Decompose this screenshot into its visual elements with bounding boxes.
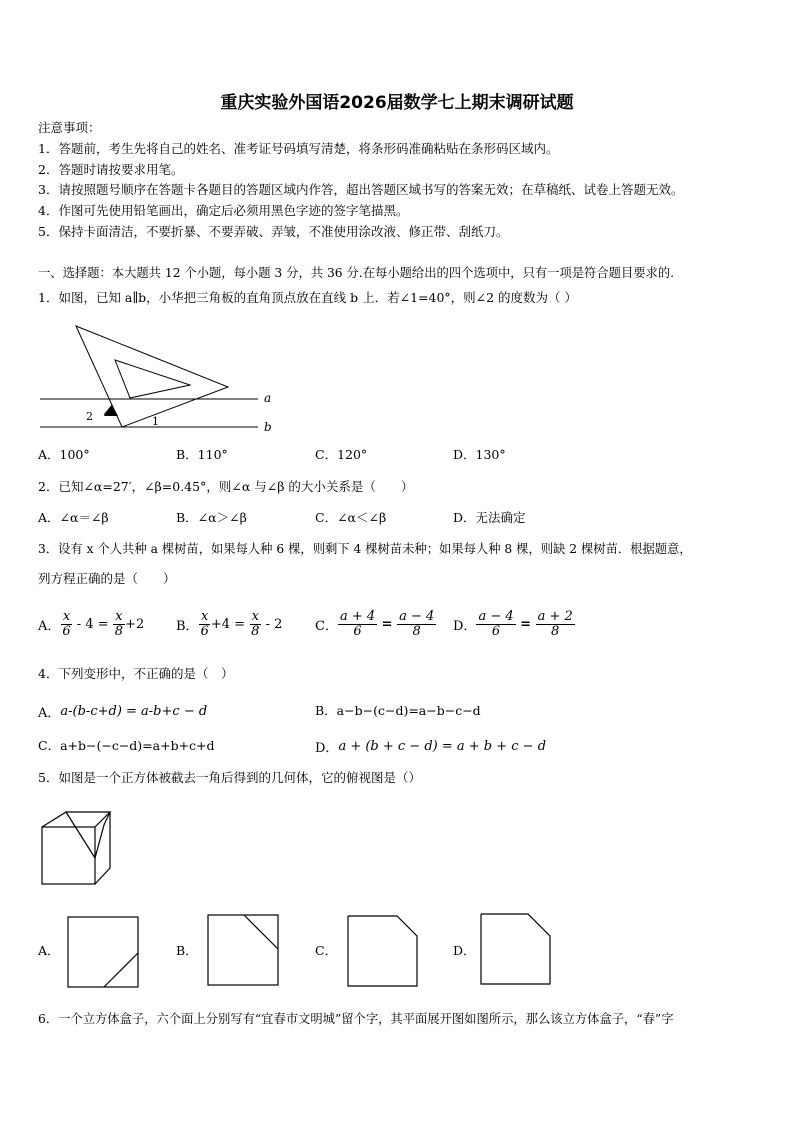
label-angle-2: 2 [86, 410, 93, 423]
fraction: $\frac{x}{8}$ [251, 609, 260, 639]
option-a: A．∠α＝∠β [38, 510, 109, 525]
label-b: b [264, 420, 272, 434]
option-d: D． a + (b + c − d) = a + b + c − d [315, 739, 547, 756]
top-view-c [348, 916, 417, 986]
notice-item: 1．答题前，考生先将自己的姓名、准考证号码填写清楚，将条形码准确粘贴在条形码区域内。 [38, 141, 559, 156]
angle-2-arrow [104, 405, 112, 415]
cut-corner [66, 812, 110, 858]
fraction: $\frac{x}{6}$ [62, 609, 71, 639]
section-heading: 一、选择题：本大题共 12 个小题，每小题 3 分，共 36 分.在每小题给出的四个选项中，只有一项是符合题目要求的. [38, 266, 675, 280]
option-b: B． $\frac{x}{6}$ +4 = $\frac{x}{8}$ - 2 [176, 609, 283, 639]
option-d: D． $\frac{a - 4}{6}$ = $\frac{a + 2}{8}$ [453, 609, 573, 639]
option-a: A． a-(b-c+d) = a-b+c − d [38, 704, 208, 721]
option-a: A． [38, 943, 60, 958]
question-4-stem: 4．下列变形中，不正确的是（ ） [38, 666, 234, 681]
angle-2-marker [104, 405, 118, 416]
triangle-outer [76, 326, 228, 427]
top-view-a-diagonal [104, 953, 138, 987]
triangle-inner [115, 360, 190, 398]
fraction: $\frac{a - 4}{6}$ [478, 609, 514, 639]
fraction: $\frac{a + 4}{6}$ [339, 609, 376, 639]
cube-top-face [42, 812, 110, 827]
label-a: a [264, 391, 272, 405]
question-6-stem: 6．一个立方体盒子，六个面上分别写有“宜春市文明城”留个字，其平面展开图如图所示，那么该立方体盒子，“春”字 [38, 1012, 674, 1026]
fraction: $\frac{a - 4}{8}$ [399, 609, 435, 639]
option-a: A． $\frac{x}{6}$ - 4 = $\frac{x}{8}$ +2 [38, 609, 145, 639]
option-b: B．a−b−(c−d)=a−b−c−d [315, 703, 481, 718]
fraction: $\frac{x}{6}$ [200, 609, 209, 639]
fraction: $\frac{a + 2}{8}$ [537, 609, 573, 639]
option-b: B．110° [176, 447, 228, 462]
notice-item: 4．作图可先使用铅笔画出，确定后必须用黑色字迹的签字笔描黑。 [38, 203, 409, 218]
top-view-b [208, 915, 278, 985]
cube-side-face [95, 812, 110, 884]
option-c: C． $\frac{a + 4}{6}$ = $\frac{a - 4}{8}$ [315, 609, 435, 639]
top-view-d [481, 914, 550, 984]
top-view-b-diagonal [244, 915, 278, 949]
question-3-stem-cont: 列方程正确的是（ ） [38, 571, 176, 586]
notice-heading: 注意事项： [38, 120, 101, 135]
option-c: C．a+b−(−c−d)=a+b+c+d [38, 738, 215, 753]
question-2-stem: 2．已知∠α=27′，∠β=0.45°，则∠α 与∠β 的大小关系是（ ） [38, 479, 414, 494]
option-d: D．130° [453, 447, 506, 462]
label-angle-1: 1 [152, 415, 159, 428]
notice-item: 2．答题时请按要求用笔。 [38, 162, 184, 177]
option-b: B． [176, 943, 198, 958]
option-d: D．无法确定 [453, 510, 526, 525]
option-d: D． [453, 943, 476, 958]
question-5-stem: 5．如图是一个正方体被截去一角后得到的几何体，它的俯视图是（） [38, 770, 421, 785]
cube-front-face [42, 827, 95, 884]
question-3-stem: 3．设有 x 个人共种 a 棵树苗，如果每人种 6 棵，则剩下 4 棵树苗未种；如果每人种 8 棵，则缺 2 棵树苗．根据题意， [38, 542, 692, 556]
question-1-stem: 1．如图，已知 a∥b，小华把三角板的直角顶点放在直线 b 上．若∠1=40°，则∠2 的度数为（ ） [38, 290, 578, 305]
option-c: C．120° [315, 447, 368, 462]
option-c: C．∠α＜∠β [315, 510, 387, 525]
top-view-a [68, 917, 138, 987]
page-title: 重庆实验外国语2026届数学七上期末调研试题 [220, 93, 574, 113]
option-c: C． [315, 943, 338, 958]
fraction: $\frac{x}{8}$ [114, 609, 124, 639]
option-a: A．100° [38, 447, 90, 462]
notice-item: 3．请按照题号顺序在答题卡各题目的答题区域内作答，超出答题区域书写的答案无效；在草稿纸、试卷上答题无效。 [38, 182, 684, 197]
notice-item: 5．保持卡面清洁，不要折暴、不要弄破、弄皱，不准使用涂改液、修正带、刮纸刀。 [38, 224, 509, 239]
option-b: B．∠α＞∠β [176, 510, 247, 525]
